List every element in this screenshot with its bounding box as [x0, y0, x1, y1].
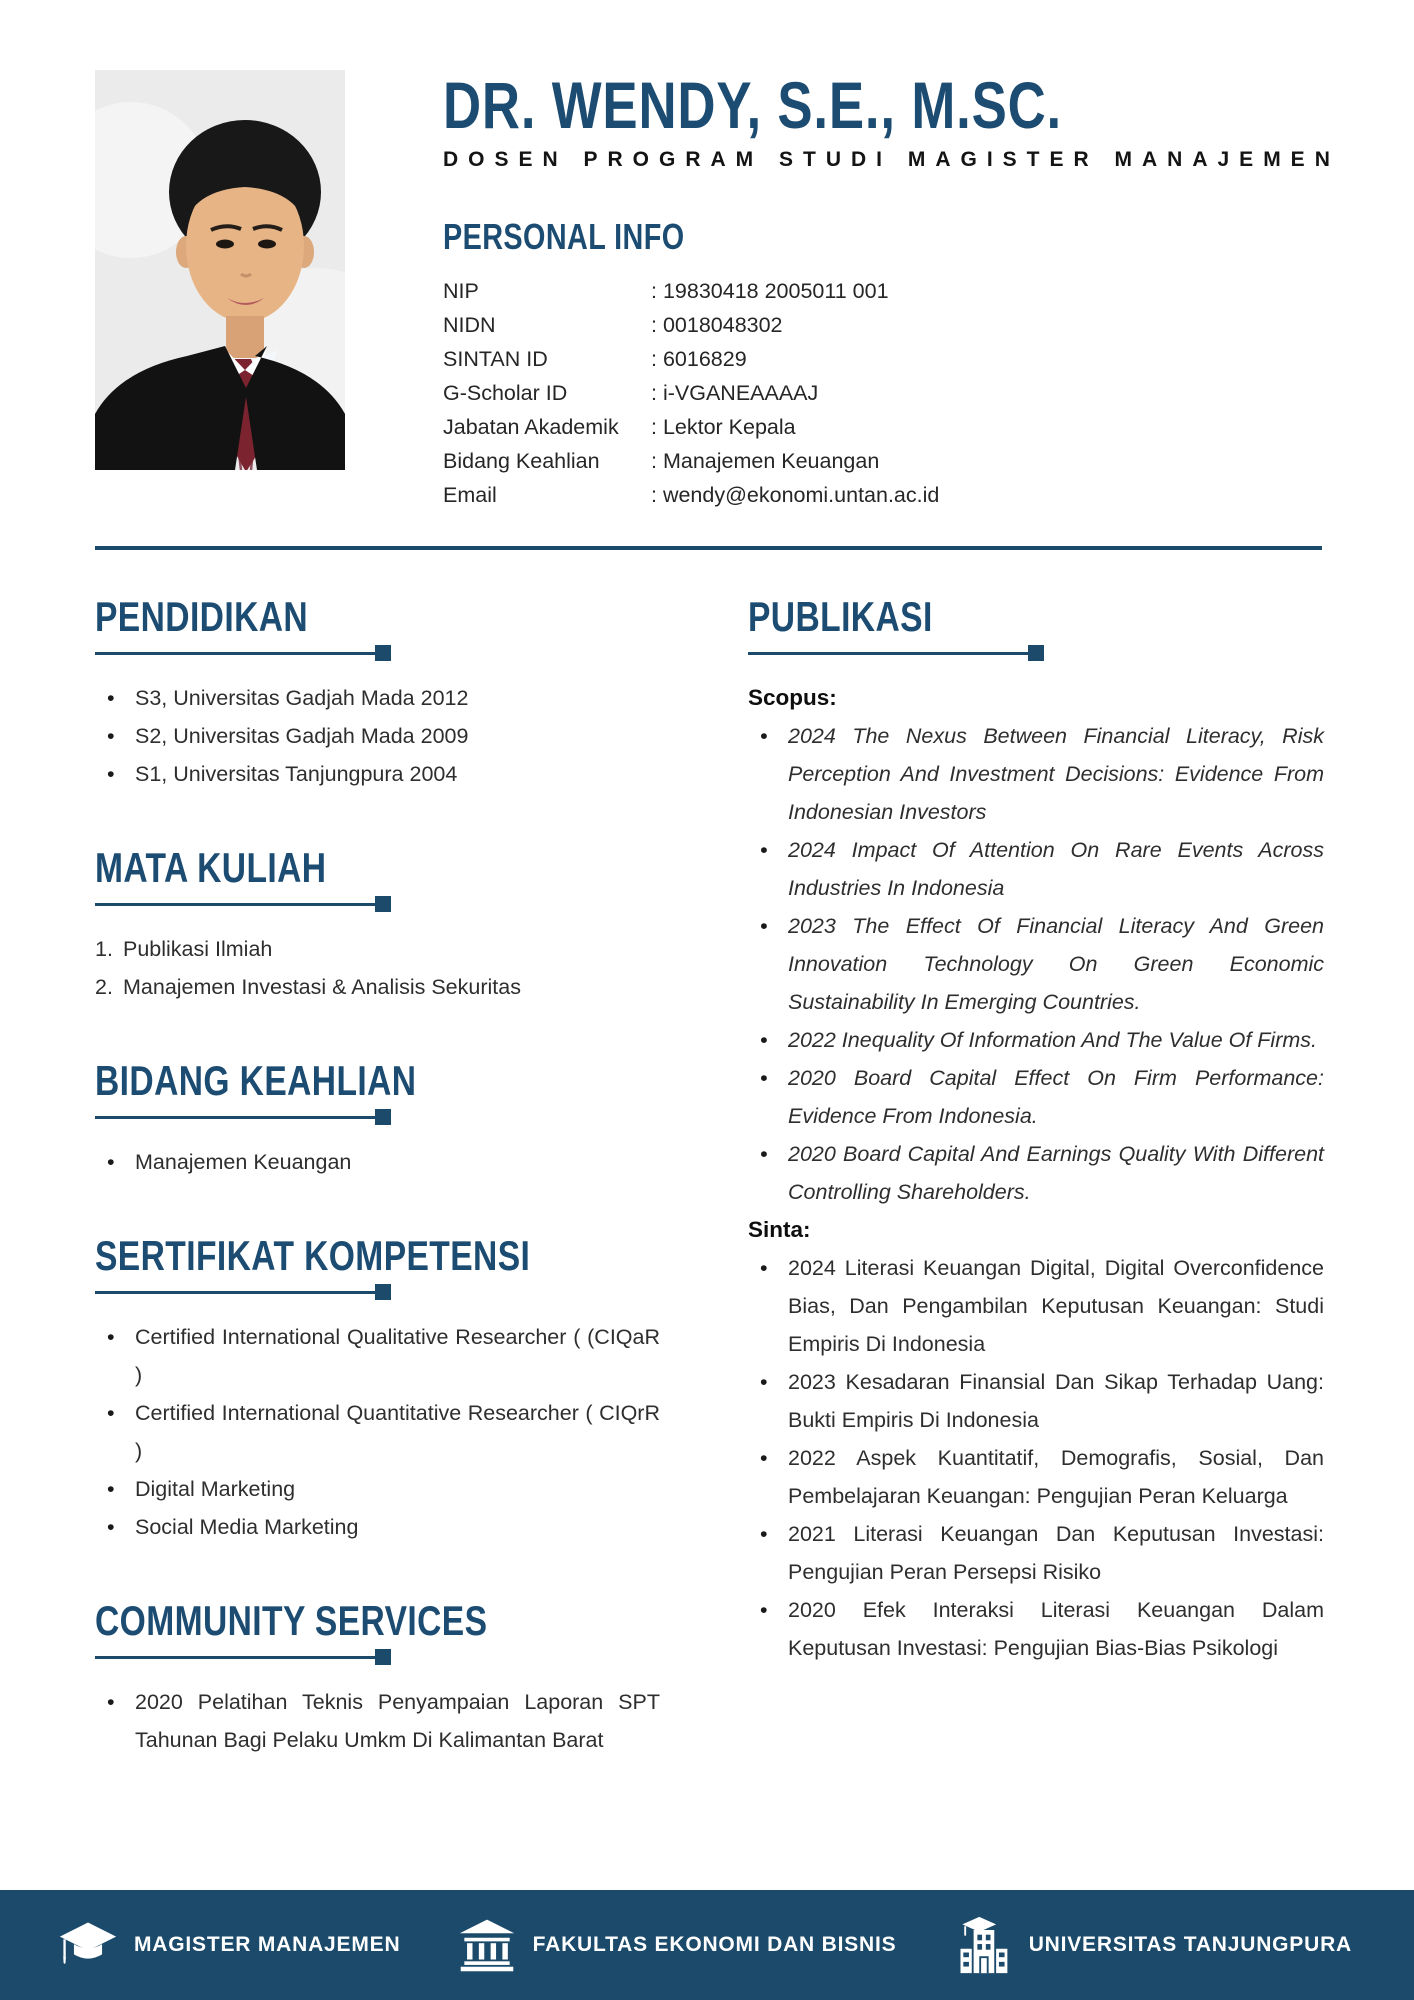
footer-label: FAKULTAS EKONOMI DAN BISNIS: [532, 1933, 897, 1956]
section-title: BIDANG KEAHLIAN: [95, 1056, 417, 1104]
personal-info-list: [443, 274, 1340, 512]
info-value: : Manajemen Keuangan: [651, 448, 880, 473]
sinta-list: [748, 1249, 1324, 1667]
sinta-label: Sinta:: [748, 1216, 811, 1242]
section-sertifikat-kompetensi: [95, 1231, 660, 1546]
mata-kuliah-list: [95, 930, 660, 1006]
list-item: • 2022 Aspek Kuantitatif, Demografis, Sosial, Dan Pembelajaran Keuangan: Pengujian Peran Keluarga: [748, 1439, 1324, 1515]
section-title: PENDIDIKAN: [95, 592, 309, 640]
list-item: Publikasi Ilmiah: [123, 936, 273, 961]
section-mata-kuliah: [95, 843, 660, 1006]
section-rule: [95, 1116, 387, 1119]
section-rule: [748, 652, 1040, 655]
list-item: • 2024 Literasi Keuangan Digital, Digital Overconfidence Bias, Dan Pengambilan Keputusan Keuangan: Studi Empiris Di Indonesia: [748, 1249, 1324, 1363]
list-item: • 2023 Kesadaran Finansial Dan Sikap Terhadap Uang: Bukti Empiris Di Indonesia: [748, 1363, 1324, 1439]
info-row: [443, 478, 1340, 512]
footer-label: UNIVERSITAS TANJUNGPURA: [1028, 1933, 1352, 1956]
page-title: DR. WENDY, S.E., M.SC.: [443, 68, 1062, 142]
scopus-list: [748, 717, 1324, 1211]
section-rule: [95, 903, 387, 906]
list-item: • S3, Universitas Gadjah Mada 2012: [95, 679, 660, 717]
info-label: Email: [443, 482, 497, 507]
header: [0, 0, 1414, 512]
list-item: • 2022 Inequality Of Information And The Value Of Firms.: [748, 1021, 1324, 1059]
list-item: • 2020 Efek Interaksi Literasi Keuangan Dalam Keputusan Investasi: Pengujian Bias-Bias Psikologi: [748, 1591, 1324, 1667]
doctor-subtitle: DOSEN PROGRAM STUDI MAGISTER MANAJEMEN: [443, 148, 1340, 171]
list-item: • 2024 Impact Of Attention On Rare Events Across Industries In Indonesia: [748, 831, 1324, 907]
portrait-illustration: [95, 70, 345, 470]
graduation-cap-icon: [58, 1915, 118, 1975]
bidang-keahlian-list: [95, 1143, 660, 1181]
personal-info-title: PERSONAL INFO: [443, 216, 685, 257]
list-item: • S1, Universitas Tanjungpura 2004: [95, 755, 660, 793]
list-item: • 2020 Pelatihan Teknis Penyampaian Laporan SPT Tahunan Bagi Pelaku Umkm Di Kalimantan Barat: [95, 1683, 660, 1759]
list-item: • 2023 The Effect Of Financial Literacy And Green Innovation Technology On Green Economic Sustainability In Emerging Countries.: [748, 907, 1324, 1021]
footer-label: MAGISTER MANAJEMEN: [134, 1933, 401, 1956]
section-publikasi: [748, 592, 1324, 1667]
section-title: SERTIFIKAT KOMPETENSI: [95, 1231, 531, 1279]
sertifikat-list: [95, 1318, 660, 1546]
info-label: SINTAN ID: [443, 346, 548, 371]
profile-photo: [95, 70, 345, 470]
footer-item-fakultas-ekonomi: [457, 1915, 897, 1975]
list-item: • Manajemen Keuangan: [95, 1143, 660, 1181]
list-item: • Certified International Quantitative Researcher ( CIQrR ): [95, 1394, 660, 1470]
info-label: NIDN: [443, 312, 496, 337]
scopus-label: Scopus:: [748, 684, 837, 710]
info-value: : i-VGANEAAAAJ: [651, 380, 819, 405]
info-row: [443, 342, 1340, 376]
pendidikan-list: [95, 679, 660, 793]
info-value: : 19830418 2005011 001: [651, 278, 889, 303]
info-label: Jabatan Akademik: [443, 414, 619, 439]
info-row: [443, 274, 1340, 308]
section-rule: [95, 1291, 387, 1294]
section-title: PUBLIKASI: [748, 592, 933, 640]
list-item: • 2020 Board Capital And Earnings Quality With Different Controlling Shareholders.: [748, 1135, 1324, 1211]
list-item: • 2024 The Nexus Between Financial Literacy, Risk Perception And Investment Decisions: Evidence From Indonesian Investors: [748, 717, 1324, 831]
info-row: [443, 376, 1340, 410]
left-column: [95, 592, 660, 1759]
info-label: NIP: [443, 278, 479, 303]
content-columns: [0, 550, 1414, 1759]
footer-item-magister-manajemen: [58, 1915, 400, 1975]
section-community-services: [95, 1596, 660, 1759]
info-row: [443, 308, 1340, 342]
list-item: • Social Media Marketing: [95, 1508, 660, 1546]
list-item: • 2021 Literasi Keuangan Dan Keputusan Investasi: Pengujian Peran Persepsi Risiko: [748, 1515, 1324, 1591]
info-row: [443, 444, 1340, 478]
section-rule: [95, 652, 387, 655]
info-value: : 6016829: [651, 346, 747, 371]
info-label: Bidang Keahlian: [443, 448, 600, 473]
section-bidang-keahlian: [95, 1056, 660, 1181]
footer-item-universitas-tanjungpura: [953, 1915, 1352, 1975]
section-rule: [95, 1656, 387, 1659]
section-title: MATA KULIAH: [95, 843, 327, 891]
info-value: : wendy@ekonomi.untan.ac.id: [651, 482, 940, 507]
list-item: • Certified International Qualitative Researcher ( (CIQaR ): [95, 1318, 660, 1394]
university-building-icon: [953, 1915, 1013, 1975]
community-services-list: [95, 1683, 660, 1759]
list-item: • S2, Universitas Gadjah Mada 2009: [95, 717, 660, 755]
info-value: : 0018048302: [651, 312, 783, 337]
list-item: • 2020 Board Capital Effect On Firm Performance: Evidence From Indonesia.: [748, 1059, 1324, 1135]
right-column: [748, 592, 1324, 1667]
section-title: COMMUNITY SERVICES: [95, 1596, 488, 1644]
section-pendidikan: [95, 592, 660, 793]
list-item: • Digital Marketing: [95, 1470, 660, 1508]
bank-icon: [457, 1915, 517, 1975]
info-value: : Lektor Kepala: [651, 414, 796, 439]
header-identity: [443, 70, 1340, 512]
footer-bar: [0, 1890, 1414, 2000]
info-row: [443, 410, 1340, 444]
list-item: Manajemen Investasi & Analisis Sekuritas: [123, 974, 521, 999]
info-label: G-Scholar ID: [443, 380, 568, 405]
